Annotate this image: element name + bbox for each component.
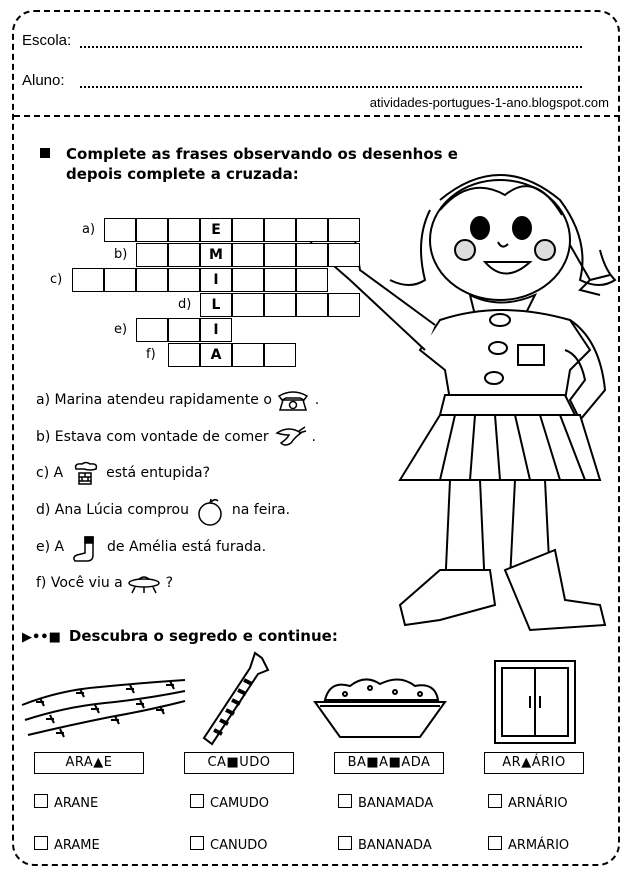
crossword-key-cell[interactable]: M: [200, 243, 232, 267]
option-label: ARAME: [54, 838, 100, 853]
option-label: CAMUDO: [210, 796, 269, 811]
ufo-icon: [127, 571, 161, 595]
sentence-text-after: ?: [161, 575, 174, 591]
bullet-arrow-icon: ▶••■: [22, 630, 61, 645]
instruction-2: ▶••■ Descubra o segredo e continue:: [22, 627, 338, 645]
aluno-field[interactable]: [80, 86, 582, 88]
answer-option[interactable]: [34, 836, 100, 853]
crossword-key-cell[interactable]: A: [200, 343, 232, 367]
checkbox-icon[interactable]: [190, 794, 204, 808]
answer-option[interactable]: [34, 794, 98, 811]
banana-bowl-icon: [310, 672, 450, 742]
sentence-text-before: b) Estava com vontade de comer: [36, 429, 274, 445]
secret-word-box: AR▲ÁRIO: [484, 752, 584, 774]
sentence-2: [36, 425, 316, 449]
crossword-cell[interactable]: [168, 318, 200, 342]
crossword-key-cell[interactable]: E: [200, 218, 232, 242]
crossword-row-label: a): [82, 222, 96, 237]
crossword-cell[interactable]: [136, 243, 168, 267]
sentence-text-after: na feira.: [227, 502, 291, 518]
crossword-key-cell[interactable]: I: [200, 268, 232, 292]
sentence-text-before: f) Você viu a: [36, 575, 128, 591]
checkbox-icon[interactable]: [488, 794, 502, 808]
sentence-text-before: a) Marina atendeu rapidamente o: [36, 392, 277, 408]
crossword-cell[interactable]: [296, 268, 328, 292]
checkbox-icon[interactable]: [338, 794, 352, 808]
straw-icon: [200, 648, 280, 748]
crossword-cell[interactable]: [168, 268, 200, 292]
sentence-text-after: .: [307, 429, 316, 445]
option-label: ARMÁRIO: [508, 838, 570, 853]
crossword-cell[interactable]: [328, 218, 360, 242]
crossword-cell[interactable]: [328, 293, 360, 317]
aluno-label: Aluno:: [22, 72, 65, 89]
checkbox-icon[interactable]: [34, 794, 48, 808]
crossword-cell[interactable]: [328, 243, 360, 267]
wardrobe-icon: [490, 658, 580, 748]
crossword-cell[interactable]: [264, 218, 296, 242]
crossword-cell[interactable]: [168, 243, 200, 267]
answer-option[interactable]: [190, 794, 269, 811]
option-label: BANANADA: [358, 838, 432, 853]
crossword-cell[interactable]: [232, 243, 264, 267]
crossword-cell[interactable]: [264, 343, 296, 367]
sock-icon: [69, 535, 103, 559]
crossword-row-label: f): [146, 347, 156, 362]
barbed-wire-icon: [20, 665, 190, 745]
crossword-cell[interactable]: [104, 268, 136, 292]
crossword-cell[interactable]: [232, 268, 264, 292]
crossword-cell[interactable]: [296, 293, 328, 317]
crossword-cell[interactable]: [136, 218, 168, 242]
sentence-1: [36, 388, 319, 412]
crossword-cell[interactable]: [232, 293, 264, 317]
option-label: CANUDO: [210, 838, 268, 853]
answer-option[interactable]: [488, 836, 569, 853]
secret-word-box: BA■A■ADA: [334, 752, 444, 774]
crossword-cell[interactable]: [296, 243, 328, 267]
escola-field[interactable]: [80, 46, 582, 48]
crossword-cell[interactable]: [232, 343, 264, 367]
option-label: ARNÁRIO: [508, 796, 568, 811]
crossword-key-cell[interactable]: L: [200, 293, 232, 317]
checkbox-icon[interactable]: [488, 836, 502, 850]
option-label: ARANE: [54, 796, 99, 811]
escola-label: Escola:: [22, 32, 72, 49]
answer-option[interactable]: [190, 836, 267, 853]
crossword-cell[interactable]: [264, 293, 296, 317]
crossword-cell[interactable]: [168, 343, 200, 367]
option-label: BANAMADA: [358, 796, 434, 811]
crossword-cell[interactable]: [136, 268, 168, 292]
sentence-text-before: c) A: [36, 465, 68, 481]
header-divider: [14, 115, 620, 117]
sentence-5: [36, 535, 266, 559]
crossword-row-label: b): [114, 247, 128, 262]
crossword-cell[interactable]: [72, 268, 104, 292]
sentence-text-before: d) Ana Lúcia comprou: [36, 502, 194, 518]
telephone-icon: [276, 388, 310, 412]
secret-word-box: CA■UDO: [184, 752, 294, 774]
crossword-cell[interactable]: [264, 243, 296, 267]
sentence-text-after: .: [310, 392, 320, 408]
instruction-1: Complete as frases observando os desenhos e depois complete a cruzada:: [40, 144, 458, 184]
crossword-cell[interactable]: [168, 218, 200, 242]
crossword-cell[interactable]: [264, 268, 296, 292]
answer-option[interactable]: [338, 794, 433, 811]
bullet-square-icon: [40, 148, 50, 158]
secret-word-box: ARA▲E: [34, 752, 144, 774]
sentence-text-after: de Amélia está furada.: [102, 539, 267, 555]
sentence-text-after: está entupida?: [101, 465, 211, 481]
crossword-key-cell[interactable]: I: [200, 318, 232, 342]
answer-option[interactable]: [488, 794, 568, 811]
answer-option[interactable]: [338, 836, 432, 853]
crossword-cell[interactable]: [104, 218, 136, 242]
sentence-4: [36, 498, 290, 522]
chimney-icon: [68, 461, 102, 485]
crossword-cell[interactable]: [136, 318, 168, 342]
crossword-row-label: d): [178, 297, 192, 312]
crossword-cell[interactable]: [296, 218, 328, 242]
sentence-text-before: e) A: [36, 539, 69, 555]
sentence-3: [36, 461, 210, 485]
website-url: atividades-portugues-1-ano.blogspot.com: [369, 95, 609, 110]
sentence-6: [36, 571, 173, 595]
orange-icon: [193, 498, 227, 522]
crossword-row-label: c): [50, 272, 63, 287]
shrimp-icon: [273, 425, 307, 449]
checkbox-icon[interactable]: [338, 836, 352, 850]
checkbox-icon[interactable]: [190, 836, 204, 850]
crossword-cell[interactable]: [232, 218, 264, 242]
crossword-row-label: e): [114, 322, 128, 337]
checkbox-icon[interactable]: [34, 836, 48, 850]
